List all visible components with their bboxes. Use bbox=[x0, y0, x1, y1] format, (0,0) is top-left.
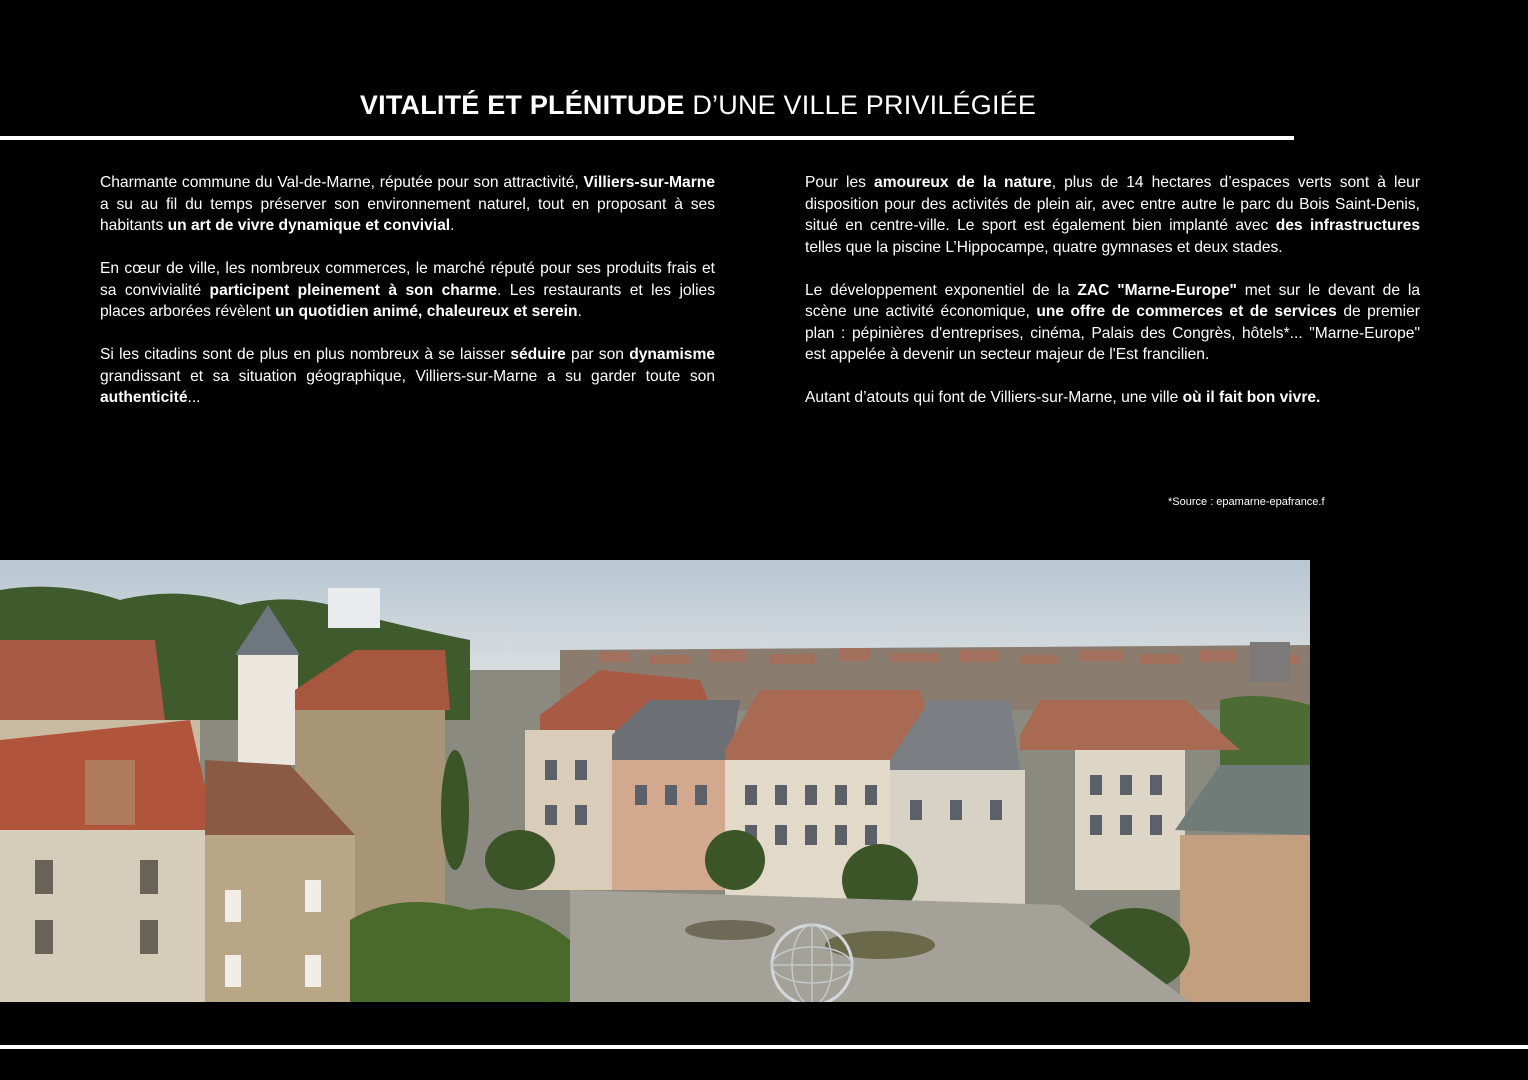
right-paragraph-2 bbox=[805, 280, 1420, 366]
title-light: D’UNE VILLE PRIVILÉGIÉE bbox=[692, 90, 1037, 120]
text: de premier plan : pépinières d'entreprises, cinéma, Palais des Congrès, hôtels*... "Marne-Europe" est appelée à devenir un secteur majeur de l'Est francilien. bbox=[805, 303, 1420, 363]
left-paragraph-2 bbox=[100, 258, 715, 323]
left-column bbox=[100, 172, 715, 430]
bottom-divider bbox=[0, 1045, 1528, 1049]
page-title bbox=[0, 90, 1396, 121]
text: Charmante commune du Val-de-Marne, réputée pour son attractivité, bbox=[100, 174, 584, 191]
left-paragraph-1 bbox=[100, 172, 715, 237]
right-trees bbox=[1220, 696, 1310, 770]
bold-text: une offre de commerces et de services bbox=[1036, 303, 1337, 320]
bold-text: où il fait bon vivre. bbox=[1182, 389, 1321, 406]
bold-text: amoureux de la nature bbox=[874, 174, 1052, 191]
planter bbox=[825, 931, 935, 959]
left-house bbox=[0, 830, 210, 1002]
text: grandissant et sa situation géographique, Villiers-sur-Marne a su garder toute son bbox=[100, 367, 715, 385]
bold-text: Villiers-sur-Marne bbox=[583, 174, 715, 191]
right-paragraph-1 bbox=[805, 172, 1420, 258]
right-column bbox=[805, 172, 1420, 430]
left-paragraph-3 bbox=[100, 344, 715, 409]
text: par son bbox=[565, 346, 630, 363]
bold-text: un art de vivre dynamique et convivial bbox=[167, 217, 451, 234]
tower-block bbox=[1250, 642, 1290, 682]
text: , plus de 14 hectares d’espaces verts sont à leur disposition pour des activités de plein air, avec entre autre le parc du Bois Saint-Denis, situé en centre-ville. Le sport est également bien implanté avec bbox=[805, 174, 1421, 234]
text: Le développement exponentiel de la bbox=[805, 281, 1078, 299]
text: Autant d’atouts qui font de Villiers-sur-Marne, une ville bbox=[805, 389, 1183, 406]
text: Pour les bbox=[805, 174, 875, 191]
text: telles que la piscine L’Hippocampe, quatre gymnases et deux stades. bbox=[805, 238, 1283, 256]
bold-text: dynamisme bbox=[629, 346, 715, 363]
source-note: *Source : epamarne-epafrance.f bbox=[1168, 496, 1325, 508]
planter bbox=[685, 920, 775, 940]
text: . bbox=[450, 217, 455, 234]
text: . bbox=[577, 303, 582, 320]
lookout-pavilion bbox=[328, 588, 380, 628]
text: ... bbox=[187, 389, 201, 406]
bold-text: des infrastructures bbox=[1275, 217, 1420, 234]
tower-body bbox=[238, 655, 298, 765]
town-square-photo bbox=[0, 560, 1310, 1002]
chimney bbox=[85, 760, 135, 825]
left-roof bbox=[0, 640, 165, 720]
bold-text: participent pleinement à son charme bbox=[209, 281, 498, 299]
foreground-trees bbox=[350, 902, 570, 1002]
town-square-illustration bbox=[0, 560, 1310, 1002]
far-right-building bbox=[1180, 835, 1310, 1002]
bold-text: ZAC "Marne-Europe" bbox=[1077, 281, 1237, 299]
bold-text: un quotidien animé, chaleureux et serein bbox=[275, 303, 578, 320]
top-divider bbox=[0, 136, 1294, 140]
text: En cœur de ville, les nombreux commerces, le marché réputé pour ses produits frais et sa convivialité bbox=[100, 260, 715, 299]
bold-text: séduire bbox=[510, 346, 566, 363]
far-right-roof bbox=[1175, 765, 1310, 835]
text: Si les citadins sont de plus en plus nombreux à se laisser bbox=[100, 346, 511, 363]
bold-text: authenticité bbox=[100, 389, 188, 406]
text: met sur le devant de la scène une activité économique, bbox=[805, 281, 1420, 320]
text: . Les restaurants et les jolies places arborées révèlent bbox=[100, 281, 715, 320]
right-paragraph-3 bbox=[805, 387, 1420, 409]
title-bold: VITALITÉ ET PLÉNITUDE bbox=[359, 90, 685, 120]
text: a su au fil du temps préserver son environnement naturel, tout en proposant à ses habitants bbox=[100, 195, 715, 234]
